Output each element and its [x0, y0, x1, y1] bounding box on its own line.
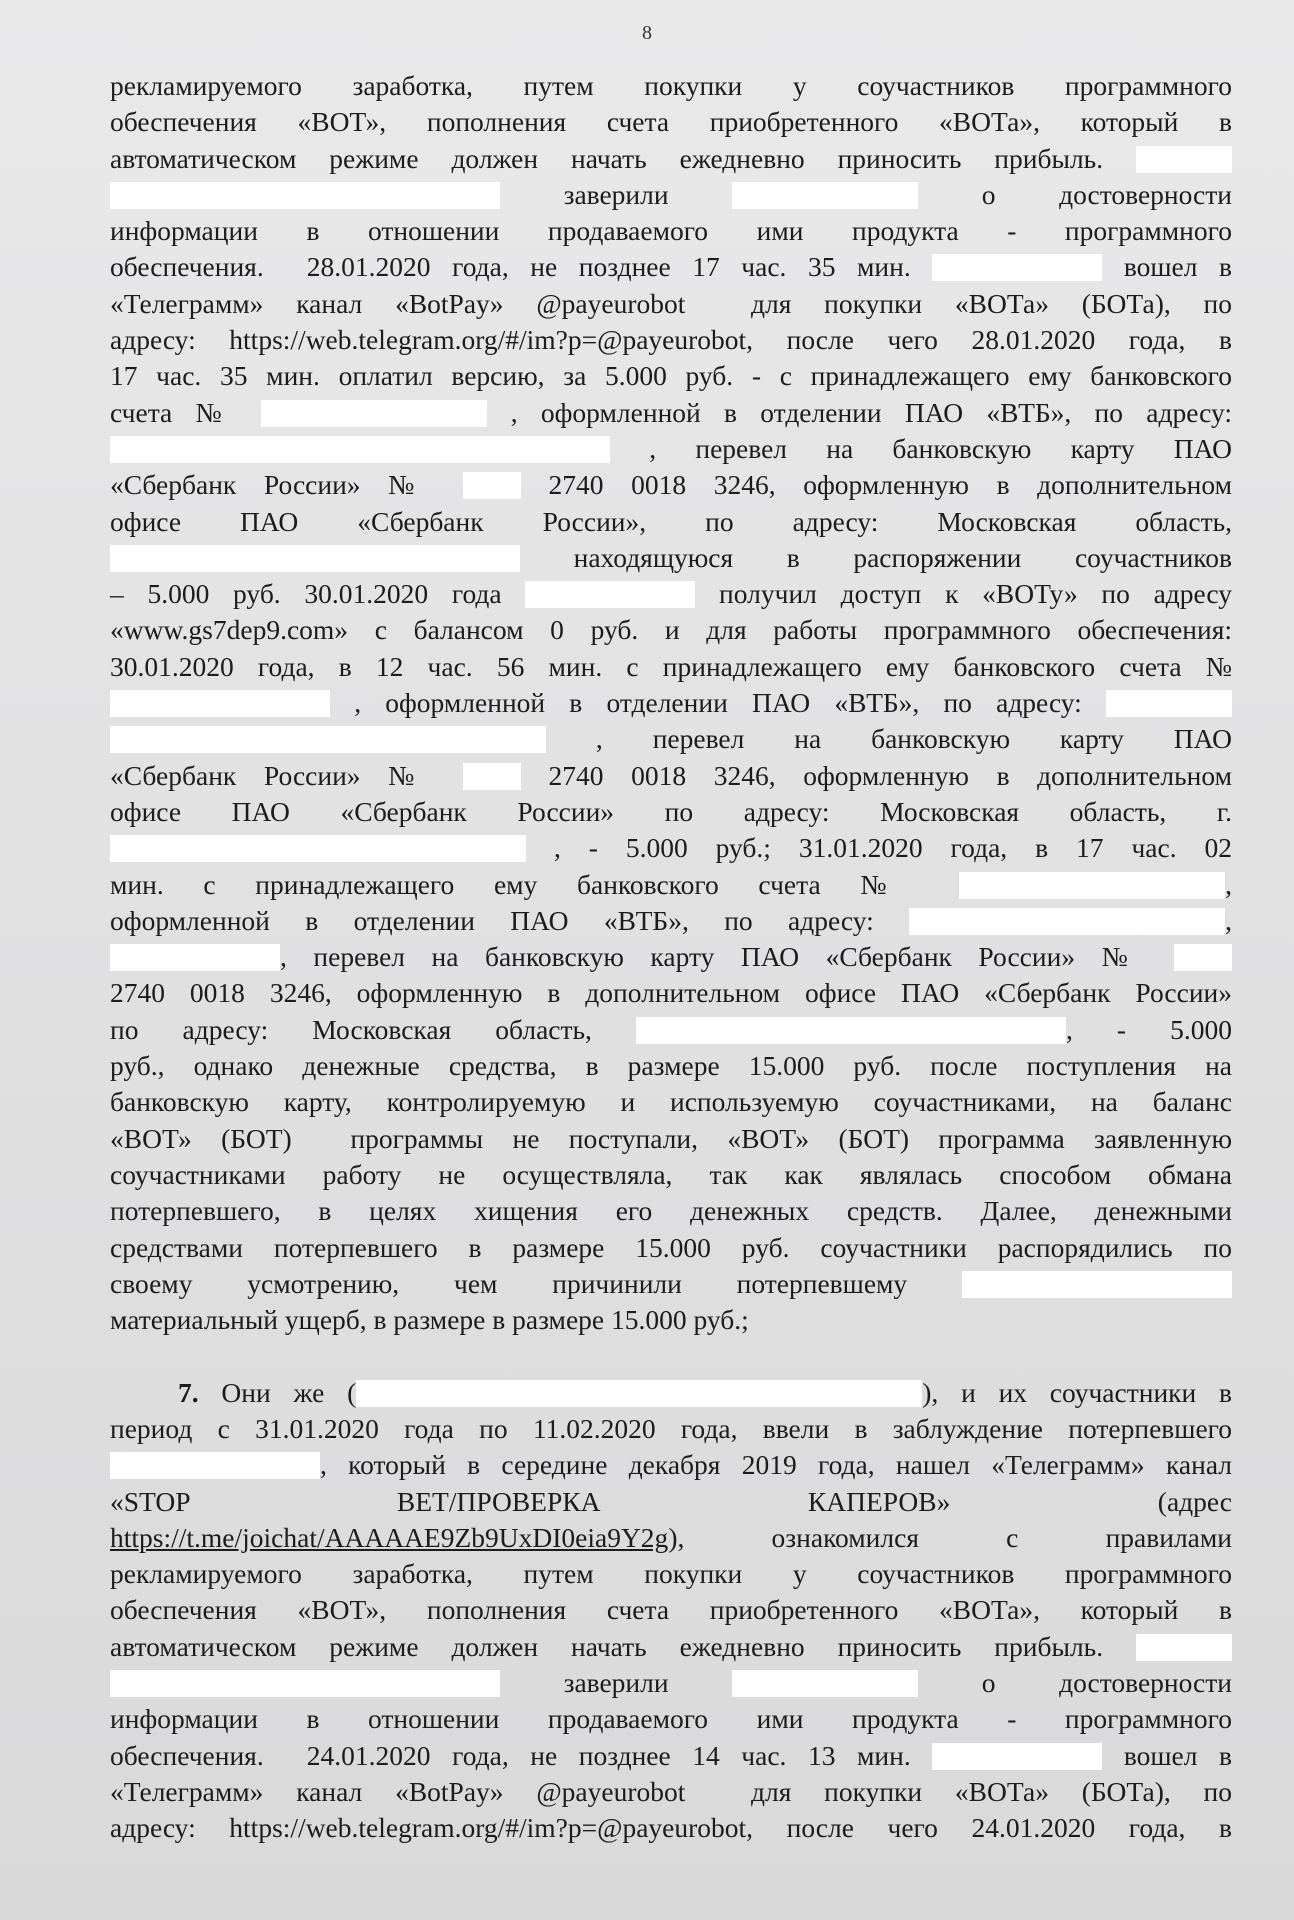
redaction-block — [525, 581, 695, 608]
text-line: «STOP ВЕТ/ПРОВЕРКА КАПЕРОВ» (адрес — [110, 1485, 1232, 1517]
text-line: 30.01.2020 года, в 12 час. 56 мин. с принадлежащего ему банковского счета № — [110, 650, 1232, 682]
text-line: офисе ПАО «Сбербанк России» по адресу: Московская область, г. — [110, 795, 1232, 827]
text-line: соучастниками работу не осуществляла, так как являлась способом обмана — [110, 1158, 1232, 1190]
text-line: «Сбербанк России» № 2740 0018 3246, оформленную в дополнительном — [110, 469, 1233, 501]
redaction-block — [1136, 1634, 1232, 1661]
text-line: потерпевшего, в целях хищения его денежных средств. Далее, денежными — [110, 1195, 1232, 1227]
redaction-block — [732, 1670, 918, 1697]
text-line: адресу: https://web.telegram.org/#/im?p=@payeurobot, после чего 28.01.2020 года, в — [110, 324, 1232, 356]
text-line: своему усмотрению, чем причинили потерпевшему — [110, 1266, 1232, 1302]
redaction-block — [732, 182, 918, 209]
text-line: средствами потерпевшего в размере 15.000 руб. соучастники распорядились по — [110, 1231, 1232, 1263]
redaction-block — [959, 872, 1225, 899]
text-line: рекламируемого заработка, путем покупки у соучастников программного — [110, 1558, 1232, 1590]
text-line: – 5.000 руб. 30.01.2020 года получил доступ к «ВОТу» по адресу — [110, 578, 1233, 610]
text-line: адресу: https://web.telegram.org/#/im?p=@payeurobot, после чего 24.01.2020 года, в — [110, 1812, 1232, 1844]
redaction-block — [110, 835, 526, 862]
text-line: руб., однако денежные средства, в размере 15.000 руб. после поступления на — [110, 1050, 1232, 1082]
text-line: автоматическом режиме должен начать ежедневно приносить прибыль. — [110, 141, 1232, 177]
text-line: , - 5.000 руб.; 31.01.2020 года, в 17 час. 02 — [110, 830, 1232, 866]
redaction-block — [110, 726, 546, 753]
redaction-block — [110, 690, 330, 717]
text-line: , который в середине декабря 2019 года, нашел «Телеграмм» канал — [110, 1447, 1232, 1483]
text-line: информации в отношении продаваемого ими продукта - программного — [110, 215, 1232, 247]
text-line: автоматическом режиме должен начать ежедневно приносить прибыль. — [110, 1629, 1232, 1665]
redaction-block — [110, 1670, 500, 1697]
text-line: счета № , оформленной в отделении ПАО «ВТБ», по адресу: — [110, 396, 1233, 428]
redaction-block — [463, 472, 521, 499]
text-line: 7. Они же ( ), и их соучастники в — [178, 1376, 1233, 1408]
redaction-block — [110, 944, 280, 971]
text-line: 2740 0018 3246, оформленную в дополнительном офисе ПАО «Сбербанк России» — [110, 977, 1232, 1009]
redaction-block — [1174, 944, 1232, 971]
redaction-block — [962, 1271, 1232, 1298]
text-line: «Телеграмм» канал «BotPay» @payeurobot для покупки «ВОТа» (БОТа), по — [110, 287, 1232, 319]
redaction-block — [932, 254, 1102, 281]
redaction-block — [261, 400, 487, 427]
text-line: мин. с принадлежащего ему банковского счета № , — [110, 868, 1232, 900]
text-line: , перевел на банковскую карту ПАО — [110, 431, 1232, 467]
text-line: «ВОТ» (БОТ) программы не поступали, «ВОТ» (БОТ) программа заявленную — [110, 1122, 1232, 1154]
redaction-block — [1106, 690, 1232, 717]
text-line: «www.gs7dep9.com» с балансом 0 руб. и для работы программного обеспечения: — [110, 614, 1232, 646]
text-line: офисе ПАО «Сбербанк России», по адресу: Московская область, — [110, 505, 1232, 537]
text-line: информации в отношении продаваемого ими продукта - программного — [110, 1703, 1232, 1735]
text-line: «Сбербанк России» № 2740 0018 3246, оформленную в дополнительном — [110, 759, 1233, 791]
redaction-block — [110, 1452, 320, 1479]
text-line: обеспечения «ВОТ», пополнения счета приобретенного «ВОТа», который в — [110, 106, 1232, 138]
text-line: материальный ущерб, в размере в размере 15.000 руб.; — [110, 1304, 749, 1336]
text-line: обеспечения «ВОТ», пополнения счета приобретенного «ВОТа», который в — [110, 1594, 1232, 1626]
redaction-block — [636, 1017, 1066, 1044]
text-line: период с 31.01.2020 года по 11.02.2020 года, ввели в заблуждение потерпевшего — [110, 1412, 1232, 1444]
text-line: , перевел на банковскую карту ПАО «Сбербанк России» № — [110, 939, 1232, 975]
text-line: обеспечения. 28.01.2020 года, не позднее 17 час. 35 мин. вошел в — [110, 251, 1232, 283]
text-line: рекламируемого заработка, путем покупки у соучастников программного — [110, 70, 1232, 101]
redaction-block — [932, 1743, 1102, 1770]
text-line: оформленной в отделении ПАО «ВТБ», по адресу: , — [110, 904, 1232, 936]
text-line: банковскую карту, контролируемую и используемую соучастниками, на баланс — [110, 1086, 1232, 1118]
redaction-block — [1136, 146, 1232, 173]
text-line: заверили о достоверности — [110, 1665, 1232, 1701]
text-line: по адресу: Московская область, , - 5.000 — [110, 1013, 1232, 1045]
text-line: https://t.me/joichat/AAAAAE9Zb9UxDI0eia9Y2g), ознакомился с правилами — [110, 1521, 1232, 1553]
redaction-block — [463, 763, 521, 790]
redaction-block — [110, 436, 610, 463]
text-line: , оформленной в отделении ПАО «ВТБ», по адресу: — [110, 685, 1232, 721]
text-line: находящуюся в распоряжении соучастников — [110, 540, 1232, 576]
text-line: 17 час. 35 мин. оплатил версию, за 5.000 руб. - с принадлежащего ему банковского — [110, 360, 1232, 392]
redaction-block — [356, 1380, 922, 1407]
text-line: «Телеграмм» канал «BotPay» @payeurobot для покупки «ВОТа» (БОТа), по — [110, 1775, 1232, 1807]
document-body — [110, 68, 1232, 1847]
redaction-block — [110, 182, 500, 209]
redaction-block — [909, 908, 1225, 935]
text-line: обеспечения. 24.01.2020 года, не позднее 14 час. 13 мин. вошел в — [110, 1739, 1232, 1771]
text-line: заверили о достоверности — [110, 177, 1232, 213]
text-line: , перевел на банковскую карту ПАО — [110, 721, 1232, 757]
page-number: 8 — [642, 22, 652, 44]
telegram-link[interactable]: https://t.me/joichat/AAAAAE9Zb9UxDI0eia9Y2g — [110, 1521, 669, 1553]
redaction-block — [110, 545, 520, 572]
